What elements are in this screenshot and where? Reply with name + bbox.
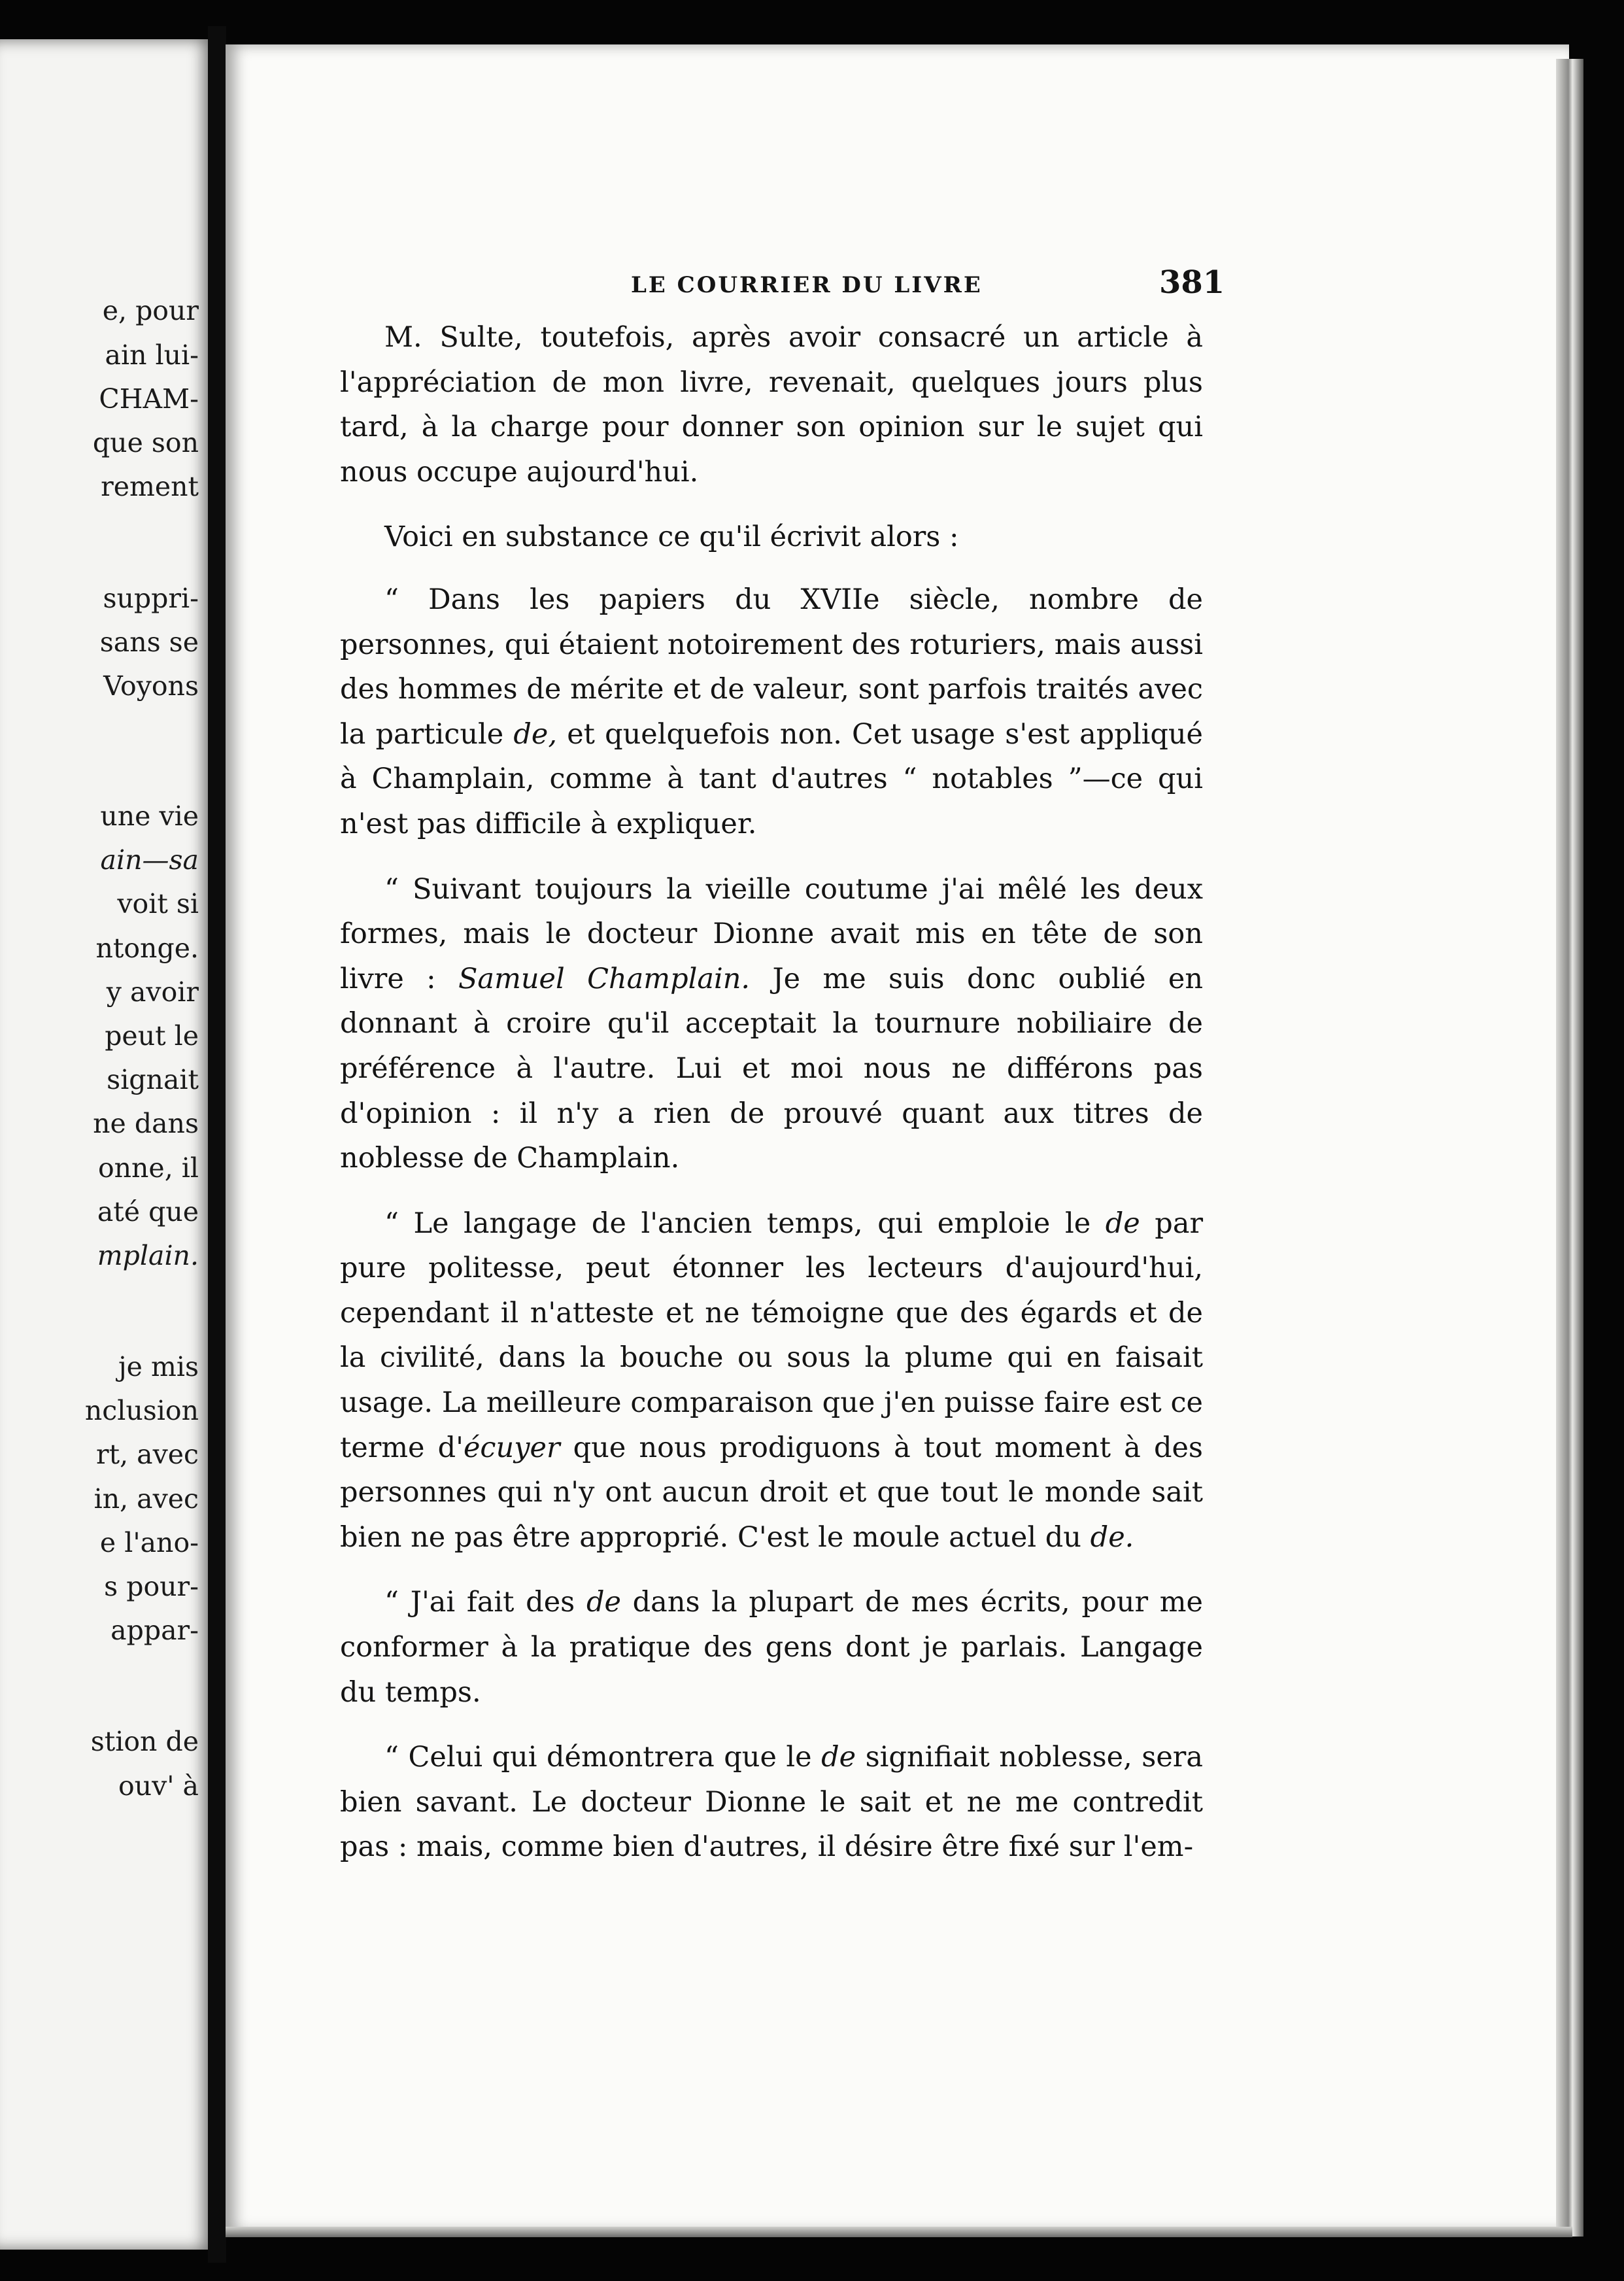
italic-text: de [1105, 1207, 1140, 1240]
page-stack-edge-right [1556, 59, 1583, 2237]
paragraph [340, 1735, 1203, 1870]
paragraph [340, 1201, 1203, 1560]
paragraph: M. Sulte, toutefois, après avoir consacré un article à l'appréciation de mon livre, revenait, quelques jours plus tard, à la charge pour donner son opinion sur le sujet qui nous occupe aujourd'hui. [340, 321, 1203, 489]
left-page-line: rt, avec [96, 1439, 199, 1470]
italic-text: de [586, 1586, 621, 1619]
left-page-line: onne, il [97, 1152, 199, 1184]
left-page-line: e l'ano- [99, 1527, 199, 1558]
italic-text: de. [1090, 1520, 1134, 1554]
left-page-line: mplain. [97, 1240, 199, 1271]
text-run: signifiait noblesse, sera bien savant. Le docteur Dionne le sait et ne me contredit pas : mais, comme bien d'autres, il désire être fixé sur l'em- [340, 1741, 1203, 1864]
left-page-line: e, pour [102, 295, 199, 326]
left-page-line: ntonge. [95, 933, 199, 964]
paragraph [340, 867, 1203, 1181]
italic-text: de, [513, 717, 558, 751]
left-page-line: s pour- [104, 1571, 199, 1602]
left-page-line: CHAM- [99, 383, 199, 415]
left-page-line: y avoir [106, 976, 199, 1008]
book-gutter [208, 26, 226, 2263]
text-run: dans la plupart de mes écrits, pour me conformer à la pratique des gens dont je parlais. Langage du temps. [340, 1586, 1203, 1709]
previous-page-fragment [0, 39, 216, 2250]
text-run: “ Le langage de l'ancien temps, qui emploie le [384, 1207, 1106, 1240]
left-page-line: Voyons [103, 670, 199, 702]
running-head: LE COURRIER DU LIVRE [631, 272, 983, 298]
text-run: “ Suivant toujours la vieille coutume j'ai mêlé les deux formes, mais le docteur Dionne avait mis en tête de son livre : [340, 872, 1203, 995]
page-number: 381 [1159, 264, 1225, 301]
left-page-line: peut le [105, 1020, 199, 1052]
text-run: “ Celui qui démontrera que le [384, 1741, 822, 1774]
paragraph [340, 1580, 1203, 1715]
left-page-line: appar- [110, 1615, 199, 1646]
left-page-line: que son [92, 427, 199, 458]
text-run: “ Dans les papiers du XVIIe siècle, nombre de personnes, qui étaient notoirement des roturiers, mais aussi des hommes de mérite et de valeur, sont parfois traités avec la particule [340, 583, 1203, 751]
left-page-line: je mis [118, 1351, 199, 1382]
left-page-line: ouv' à [118, 1770, 199, 1802]
left-page-line: stion de [90, 1726, 199, 1757]
paragraph [340, 577, 1203, 847]
left-page-line: até que [97, 1196, 199, 1227]
body-text [340, 315, 1203, 1891]
italic-text: écuyer [463, 1431, 560, 1464]
left-page-line: ain—sa [100, 844, 199, 876]
text-run: par pure politesse, peut étonner les lecteurs d'aujourd'hui, cependant il n'atteste et ne témoigne que des égards et de la civilité, dans la bouche ou sous la plume qui en faisait usage. La meilleure comparaison que j'en puisse faire est ce terme d' [340, 1207, 1204, 1464]
text-run: que nous prodiguons à tout moment à des personnes qui n'y ont aucun droit et que tout le monde sait bien ne pas être approprié. C'est le moule actuel du [340, 1431, 1203, 1554]
left-page-line: sans se [99, 626, 199, 658]
left-page-line: rement [101, 471, 199, 502]
text-run: et quelquefois non. Cet usage s'est appliqué à Champlain, comme à tant d'autres “ notables ”—ce qui n'est pas difficile à expliquer. [340, 717, 1203, 840]
left-page-line: ne dans [93, 1108, 199, 1139]
left-page-line: in, avec [93, 1483, 199, 1515]
left-page-line: ain lui- [105, 339, 199, 371]
paragraph: Voici en substance ce qu'il écrivit alors : [384, 521, 959, 554]
italic-text: Samuel Champlain. [458, 962, 751, 995]
page-stack-edge-bottom [226, 2227, 1572, 2237]
left-page-line: voit si [117, 888, 199, 919]
italic-text: de [821, 1741, 856, 1774]
text-run: Je me suis donc oublié en donnant à croire qu'il acceptait la tournure nobiliaire de préférence à l'autre. Lui et moi nous ne différons pas d'opinion : il n'y a rien de prouvé quant aux titres de noblesse de Champlain. [340, 962, 1204, 1175]
left-page-line: nclusion [84, 1395, 199, 1426]
left-page-line: suppri- [103, 583, 199, 614]
left-page-line: signait [107, 1064, 199, 1095]
text-run: “ J'ai fait des [384, 1586, 586, 1619]
left-page-line: une vie [100, 800, 199, 832]
